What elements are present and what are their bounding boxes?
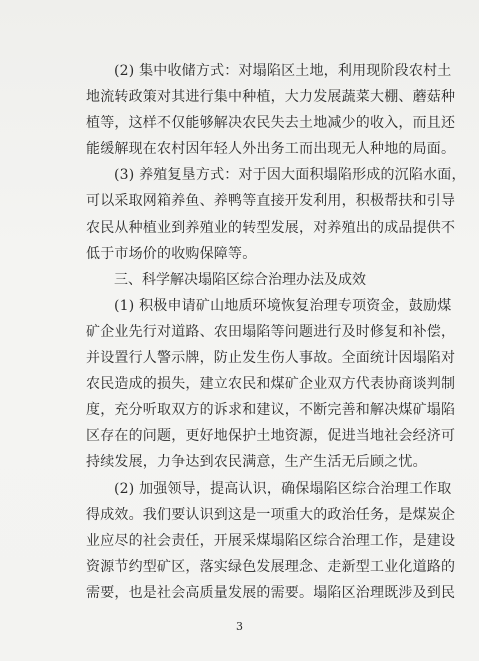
section-heading: 三、科学解决塌陷区综合治理办法及成效: [114, 271, 366, 288]
page-number: 3: [236, 620, 243, 633]
text-line: 区存在的问题，更好地保护土地资源，促进当地社会经济可: [86, 428, 456, 445]
text-line: (2) 加强领导，提高认识，确保塌陷区综合治理工作取: [114, 480, 452, 497]
text-line: (2) 集中收储方式：对塌陷区土地，利用现阶段农村土: [114, 63, 452, 79]
text-line: 得成效。我们要认识到这是一项重大的政治任务，是煤炭企: [86, 506, 456, 523]
text-line: 需要，也是社会高质量发展的需要。塌陷区治理既涉及到民: [86, 584, 456, 601]
text-line: 资源节约型矿区，落实绿色发展理念、走新型工业化道路的: [86, 558, 456, 575]
text-line: 并设置行人警示牌，防止发生伤人事故。全面统计因塌陷对: [86, 350, 456, 367]
text-line: (3) 养殖复垦方式：对于因大面积塌陷形成的沉陷水面，: [114, 167, 466, 184]
text-line: 可以采取网箱养鱼、养鸭等直接开发利用，积极帮扶和引导: [86, 193, 456, 210]
text-line: 农民从种植业到养殖业的转型发展，对养殖出的成品提供不: [86, 219, 456, 236]
text-line: 农民造成的损失，建立农民和煤矿企业双方代表协商谈判制: [86, 376, 456, 393]
text-line: 度，充分听取双方的诉求和建议，不断完善和解决煤矿塌陷: [86, 402, 456, 419]
text-line: 地流转政策对其进行集中种植，大力发展蔬菜大棚、蘑菇种: [86, 89, 456, 106]
text-line: (1) 积极申请矿山地质环境恢复治理专项资金，鼓励煤: [114, 297, 452, 314]
paragraph-collective-storage: [86, 58, 456, 162]
document-body: [86, 58, 466, 606]
text-line: 持续发展，力争达到农民满意，生产生活无后顾之忧。: [86, 454, 427, 471]
text-line: 矿企业先行对道路、农田塌陷等问题进行及时修复和补偿，: [86, 323, 456, 340]
text-line: 业应尽的社会责任，开展采煤塌陷区综合治理工作，是建设: [86, 532, 456, 549]
text-line: 低于市场价的收购保障等。: [86, 245, 257, 262]
paragraph-aquaculture-reclamation: [86, 162, 466, 266]
paragraph-special-funds: [86, 293, 456, 476]
text-line: 能缓解现在农村因年轻人外出务工而出现无人种地的局面。: [86, 141, 456, 158]
text-line: 植等，这样不仅能够解决农民失去土地减少的收入，而且还: [86, 115, 456, 132]
paragraph-leadership: [86, 476, 456, 606]
